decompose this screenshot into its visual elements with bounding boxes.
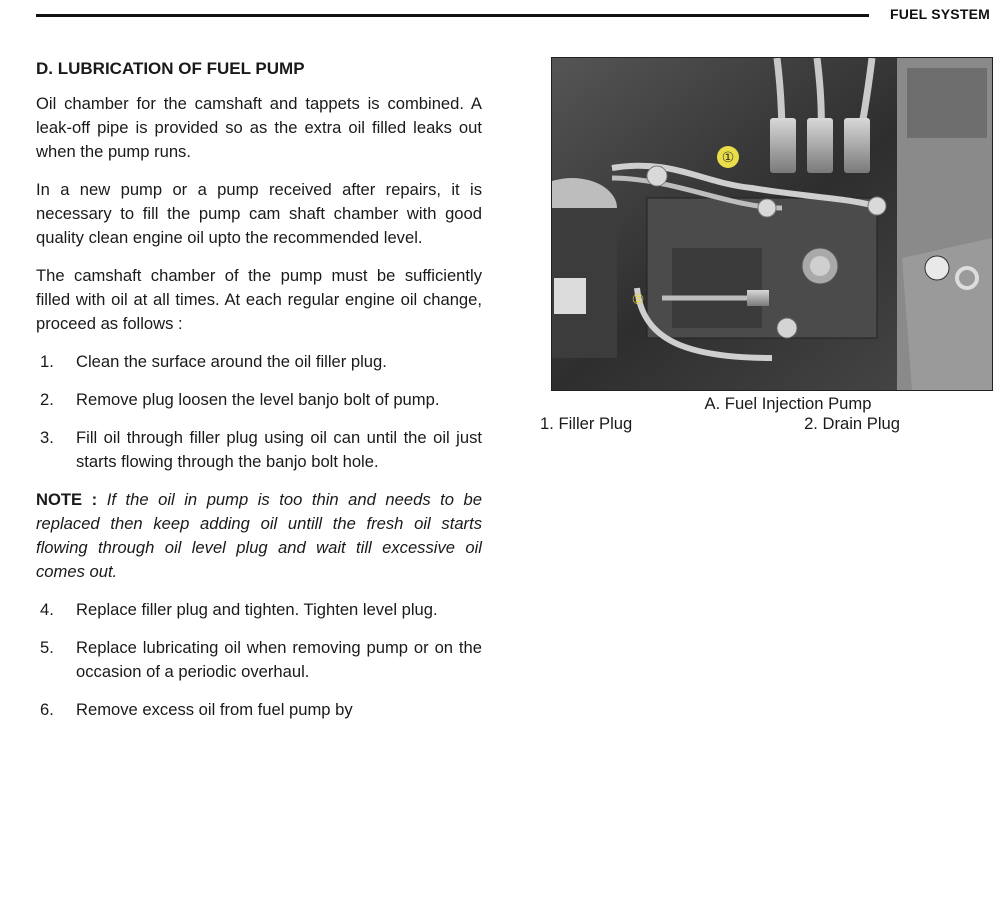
section-heading: D. LUBRICATION OF FUEL PUMP: [36, 59, 305, 78]
legend-filler-plug: 1. Filler Plug: [540, 414, 633, 433]
caption-legend: [540, 414, 996, 434]
step-number: 1.: [40, 352, 54, 371]
step-text: Replace lubricating oil when removing pump or on the occasion of a periodic overhaul.: [76, 638, 482, 681]
paragraph-new-pump: In a new pump or a pump received after repairs, it is necessary to fill the pump cam shaft chamber with good quality clean engine oil upto the recommended level.: [36, 180, 482, 247]
step-text: Fill oil through filler plug using oil can until the oil just starts flowing through the banjo bolt hole.: [76, 428, 482, 471]
fuel-pump-photo: [551, 57, 993, 391]
callout-marker-2: ②: [631, 292, 645, 308]
figure-caption: [540, 394, 996, 434]
list-item: [36, 636, 482, 684]
caption-title: A. Fuel Injection Pump: [704, 394, 872, 413]
list-item: [36, 350, 482, 374]
procedure-steps: [36, 350, 482, 474]
note-label: NOTE :: [36, 490, 98, 509]
step-number: 3.: [40, 428, 54, 447]
procedure-steps-continued: [36, 598, 482, 722]
paragraph-camshaft-chamber: The camshaft chamber of the pump must be sufficiently filled with oil at all times. At each regular engine oil change, proceed as follows :: [36, 266, 482, 333]
step-number: 5.: [40, 638, 54, 657]
list-item: [36, 426, 482, 474]
callout-marker-1: ①: [721, 150, 735, 166]
list-item: [36, 698, 482, 722]
section-header: FUEL SYSTEM: [890, 6, 990, 22]
legend-drain-plug: 2. Drain Plug: [804, 414, 900, 433]
note-text: If the oil in pump is too thin and needs to be replaced then keep adding oil untill the fresh oil starts flowing through oil level plug and wait till excessive oil comes out.: [36, 490, 482, 581]
header-rule: [36, 14, 869, 17]
list-item: [36, 388, 482, 412]
step-number: 6.: [40, 700, 54, 719]
step-text: Remove excess oil from fuel pump by: [76, 700, 353, 719]
list-item: [36, 598, 482, 622]
step-text: Replace filler plug and tighten. Tighten level plug.: [76, 600, 438, 619]
paragraph-oil-chamber: Oil chamber for the camshaft and tappets is combined. A leak-off pipe is provided so as the extra oil filled leaks out when the pump runs.: [36, 94, 482, 161]
fuel-pump-illustration: [552, 58, 992, 390]
step-text: Clean the surface around the oil filler plug.: [76, 352, 387, 371]
note-block: [36, 488, 482, 584]
step-number: 4.: [40, 600, 54, 619]
main-text-column: [36, 58, 482, 736]
step-text: Remove plug loosen the level banjo bolt of pump.: [76, 390, 440, 409]
step-number: 2.: [40, 390, 54, 409]
